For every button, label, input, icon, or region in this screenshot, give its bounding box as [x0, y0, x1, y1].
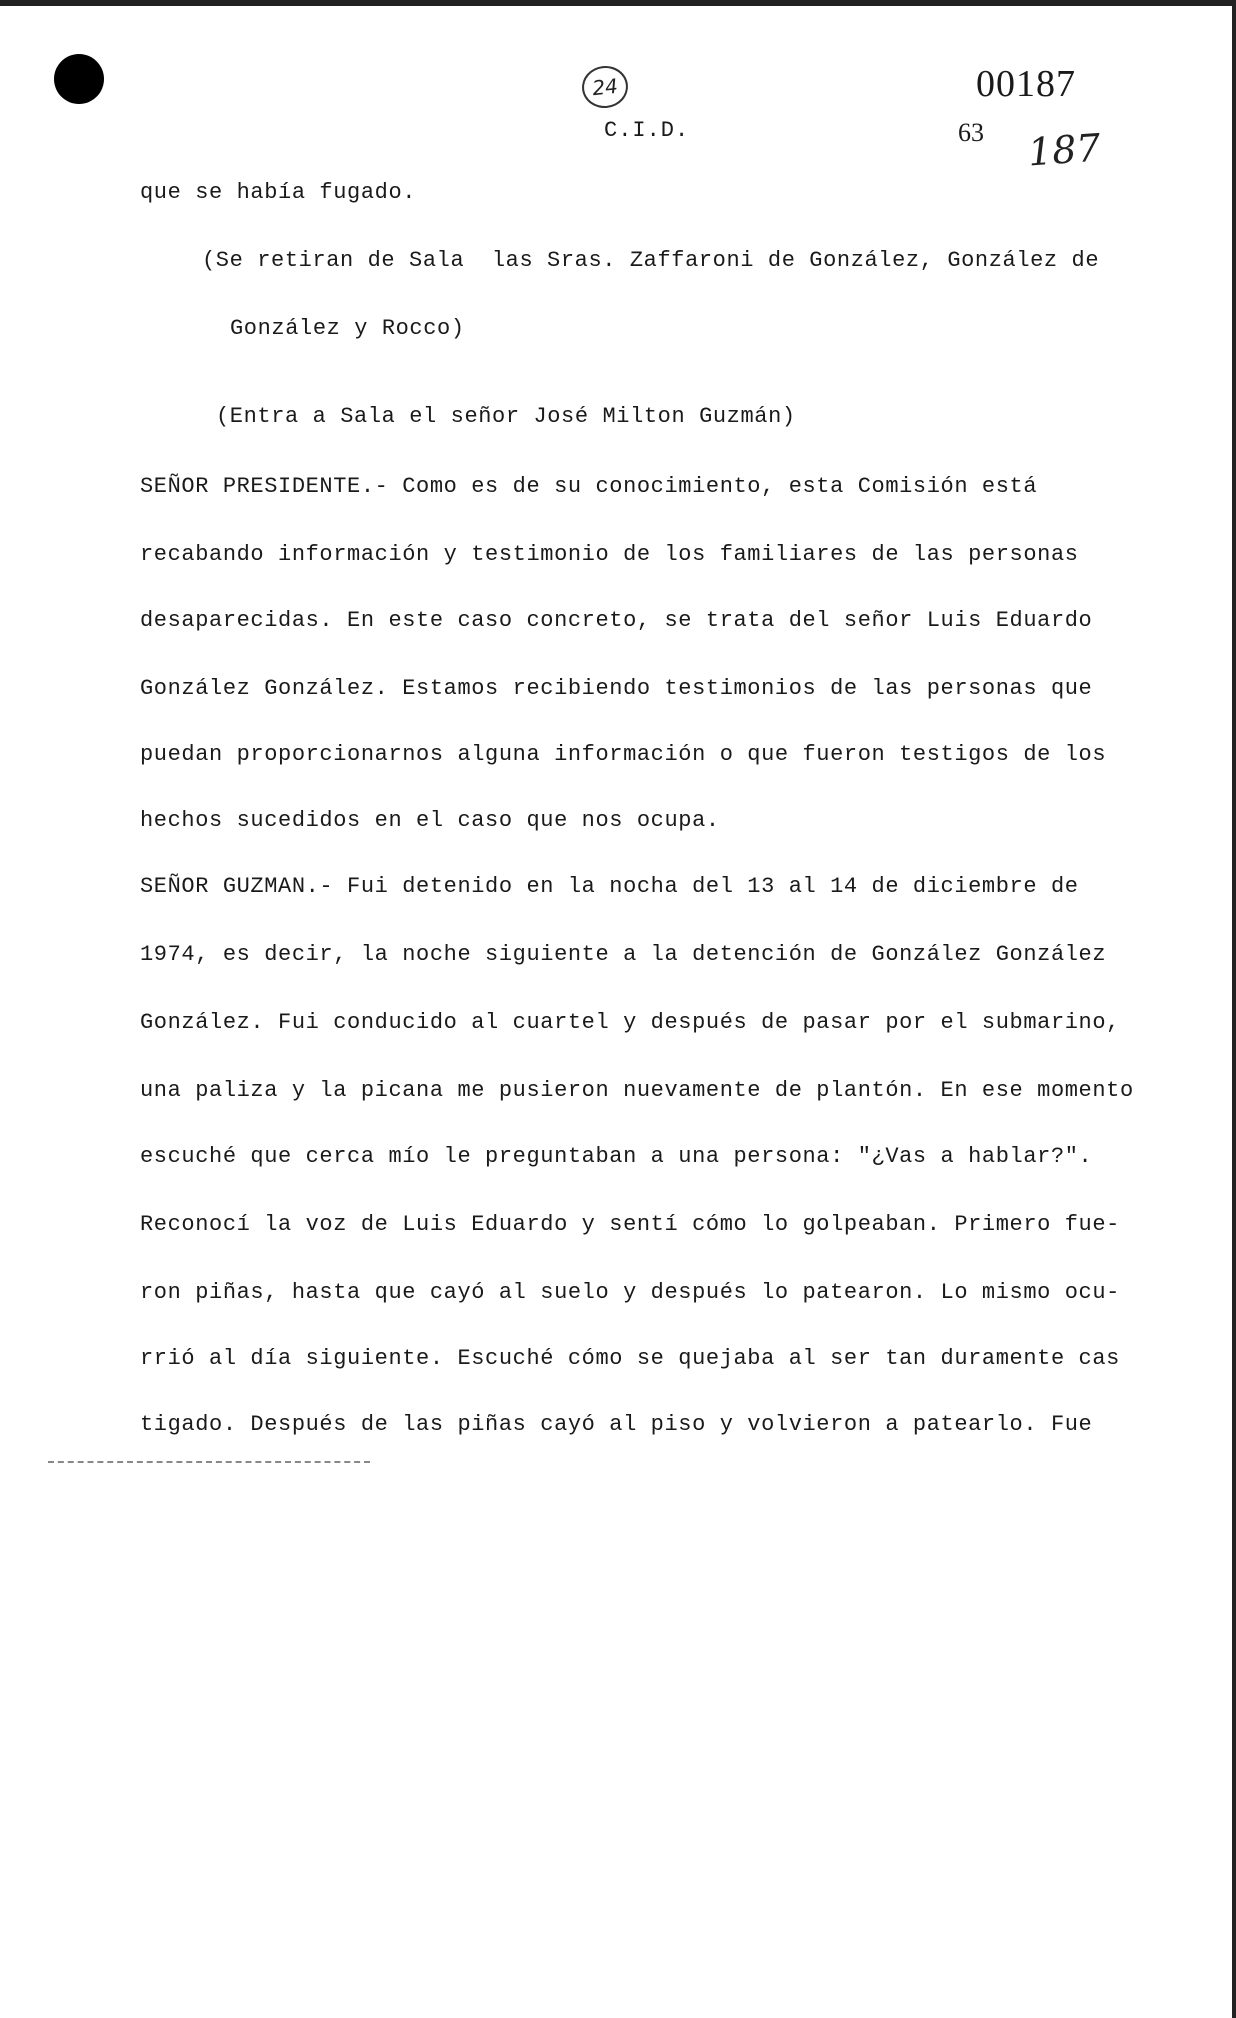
- cid-label: C.I.D.: [604, 118, 690, 143]
- text-line: SEÑOR GUZMAN.- Fui detenido en la nocha del 13 al 14 de diciembre de: [140, 874, 1079, 899]
- punch-hole-mark: [54, 54, 104, 104]
- text-line: González y Rocco): [230, 316, 465, 341]
- text-line: rrió al día siguiente. Escuché cómo se quejaba al ser tan duramente cas: [140, 1346, 1120, 1371]
- text-line: una paliza y la picana me pusieron nuevamente de plantón. En ese momento: [140, 1078, 1134, 1103]
- text-line: ron piñas, hasta que cayó al suelo y después lo patearon. Lo mismo ocu-: [140, 1280, 1120, 1305]
- text-line: González González. Estamos recibiendo testimonios de las personas que: [140, 676, 1093, 701]
- text-line: que se había fugado.: [140, 180, 417, 205]
- text-line: SEÑOR PRESIDENTE.- Como es de su conocimiento, esta Comisión está: [140, 474, 1038, 499]
- text-line: (Entra a Sala el señor José Milton Guzmán): [216, 404, 796, 429]
- text-line: escuché que cerca mío le preguntaban a una persona: "¿Vas a hablar?".: [140, 1144, 1093, 1169]
- text-line: González. Fui conducido al cuartel y después de pasar por el submarino,: [140, 1010, 1120, 1035]
- text-line: recabando información y testimonio de los familiares de las personas: [140, 542, 1079, 567]
- folio-number: 00187: [976, 63, 1076, 105]
- text-line: puedan proporcionarnos alguna información o que fueron testigos de los: [140, 742, 1107, 767]
- text-line: tigado. Después de las piñas cayó al piso y volvieron a patearlo. Fue: [140, 1412, 1093, 1437]
- circled-stamp-number: 24: [580, 64, 630, 111]
- text-line: (Se retiran de Sala las Sras. Zaffaroni de González, González de: [202, 248, 1100, 273]
- handwritten-page-number: 187: [1026, 125, 1102, 175]
- page-divider-rule: [48, 1461, 370, 1463]
- page-right-edge: [1232, 0, 1236, 2018]
- page-top-edge: [0, 0, 1236, 6]
- text-line: hechos sucedidos en el caso que nos ocupa.: [140, 808, 720, 833]
- page-number: 63: [958, 118, 984, 147]
- text-line: Reconocí la voz de Luis Eduardo y sentí cómo lo golpeaban. Primero fue-: [140, 1212, 1120, 1237]
- text-line: desaparecidas. En este caso concreto, se trata del señor Luis Eduardo: [140, 608, 1093, 633]
- text-line: 1974, es decir, la noche siguiente a la detención de González González: [140, 942, 1107, 967]
